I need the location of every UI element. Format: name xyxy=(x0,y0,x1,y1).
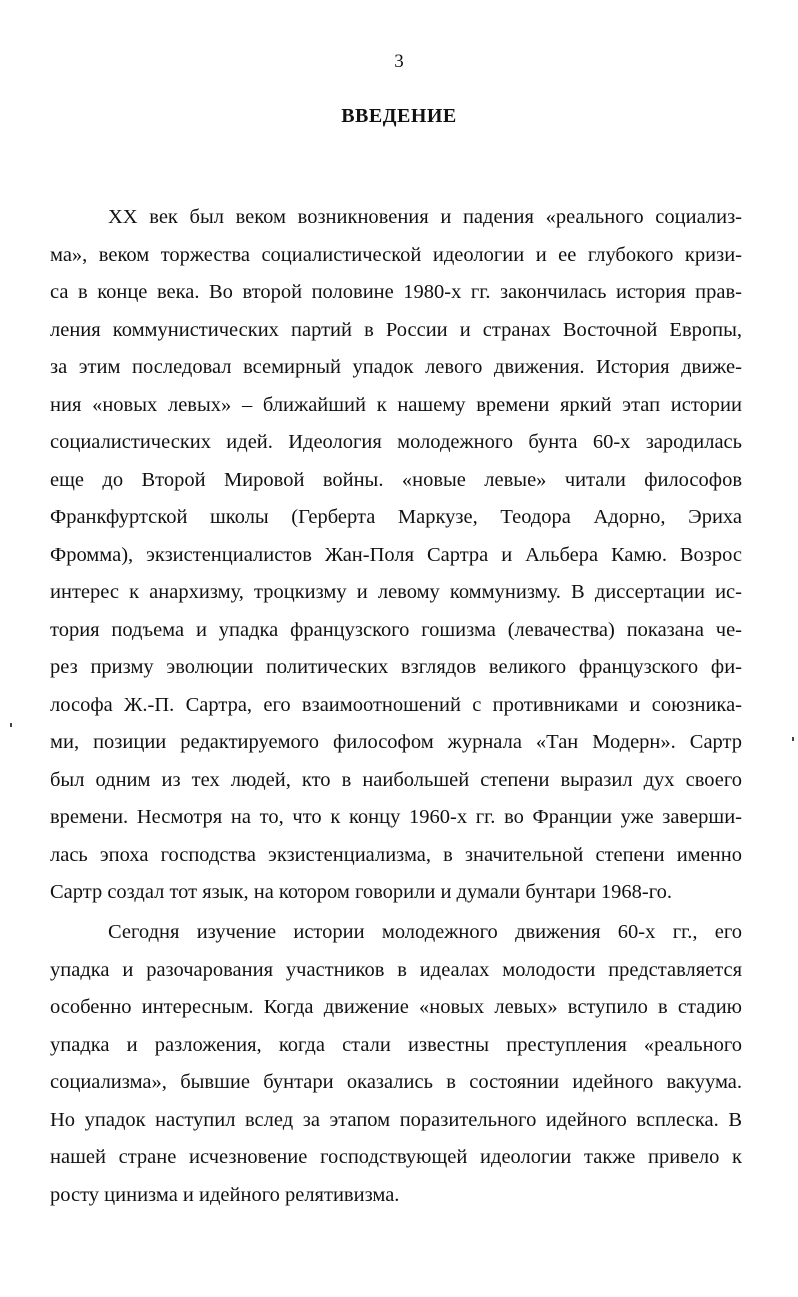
text-line: Сегодня изучение истории молодежного движения 60-х гг., его xyxy=(108,921,742,943)
text-line: был одним из тех людей, кто в наибольшей степени выразил дух своего xyxy=(50,768,742,791)
text-line: социалистических идей. Идеология молодежного бунта 60-х зародилась xyxy=(50,431,742,453)
text-line: ния «новых левых» – ближайший к нашему времени яркий этап истории xyxy=(50,393,742,416)
text-line: рез призму эволюции политических взглядов великого французского фи- xyxy=(50,656,742,678)
text-line: за этим последовал всемирный упадок левого движения. История движе- xyxy=(50,356,742,378)
text-line: ма», веком торжества социалистической идеологии и ее глубокого кризи- xyxy=(50,243,742,266)
paragraph-2 xyxy=(50,914,742,1214)
text-line: лософа Ж.-П. Сартра, его взаимоотношений с противниками и союзника- xyxy=(50,693,742,716)
text-line: особенно интересным. Когда движение «новых левых» вступило в стадию xyxy=(50,996,742,1018)
text-line: росту цинизма и идейного релятивизма. xyxy=(50,1183,400,1206)
text-line: времени. Несмотря на то, что к концу 1960-х гг. во Франции уже заверши- xyxy=(50,806,742,828)
text-line: нашей стране исчезновение господствующей идеологии также привело к xyxy=(50,1146,742,1168)
text-line: XX век был веком возникновения и падения «реального социализ- xyxy=(108,206,742,228)
scan-artifact-mark xyxy=(792,737,794,741)
text-line: ми, позиции редактируемого философом журнала «Тан Модерн». Сартр xyxy=(50,731,742,753)
text-line: упадка и разочарования участников в идеалах молодости представляется xyxy=(50,958,742,981)
page-number: 3 xyxy=(394,51,404,72)
paragraph-1 xyxy=(50,199,742,912)
scan-artifact-mark xyxy=(10,723,12,727)
section-heading: ВВЕДЕНИЕ xyxy=(341,105,457,127)
text-line: Но упадок наступил вслед за этапом поразительного идейного всплеска. В xyxy=(50,1108,742,1131)
text-line: Франкфуртской школы (Герберта Маркузе, Теодора Адорно, Эриха xyxy=(50,506,742,528)
text-line: социализма», бывшие бунтари оказались в состоянии идейного вакуума. xyxy=(50,1071,742,1093)
text-line: Сартр создал тот язык, на котором говорили и думали бунтари 1968-го. xyxy=(50,881,673,903)
text-line: тория подъема и упадка французского гошизма (левачества) показана че- xyxy=(50,618,742,641)
text-line: еще до Второй Мировой войны. «новые левые» читали философов xyxy=(50,468,742,491)
text-line: са в конце века. Во второй половине 1980-х гг. закончилась история прав- xyxy=(50,281,742,303)
text-line: ления коммунистических партий в России и странах Восточной Европы, xyxy=(50,318,742,341)
text-line: Фромма), экзистенциалистов Жан-Поля Сартра и Альбера Камю. Возрос xyxy=(50,543,742,566)
text-line: упадка и разложения, когда стали известны преступления «реального xyxy=(50,1033,742,1056)
text-line: интерес к анархизму, троцкизму и левому коммунизму. В диссертации ис- xyxy=(50,581,742,603)
text-line: лась эпоха господства экзистенциализма, в значительной степени именно xyxy=(50,843,742,866)
